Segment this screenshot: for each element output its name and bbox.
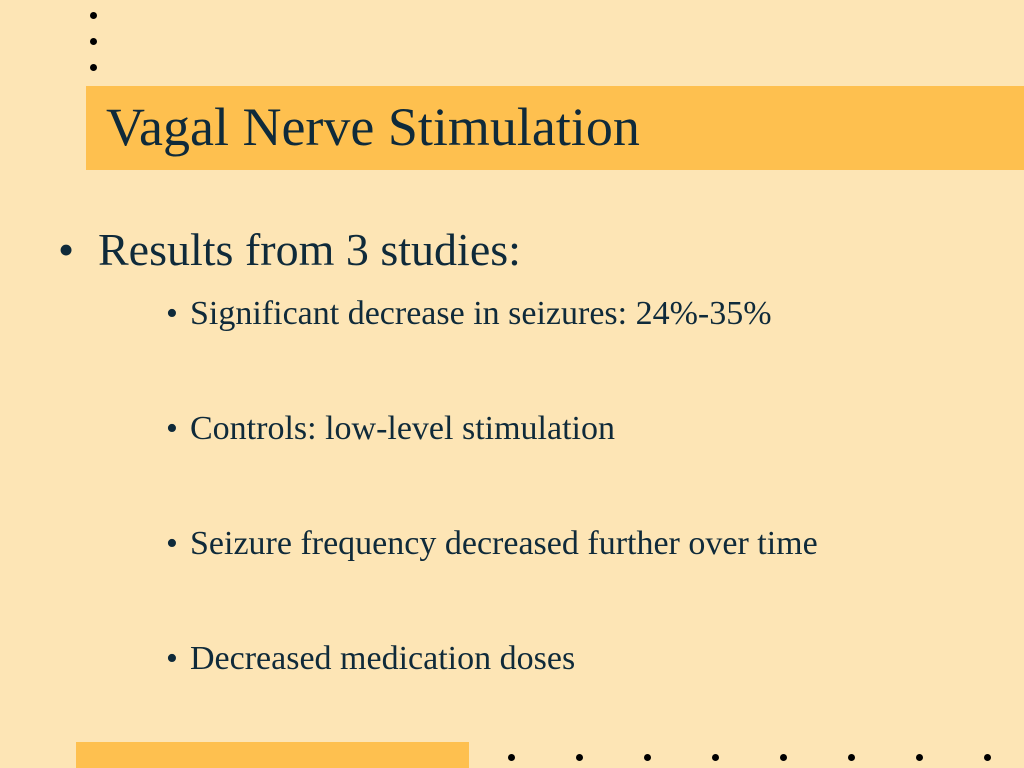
- main-bullet: [58, 222, 521, 277]
- footer-accent-band: [76, 742, 469, 768]
- decorative-vertical-dots: [88, 8, 100, 78]
- bullet-dot: •: [166, 640, 178, 677]
- sub-bullet-text: Seizure frequency decreased further over time: [190, 525, 818, 562]
- main-bullet-text: Results from 3 studies:: [98, 224, 521, 275]
- dot-decoration: [984, 754, 991, 761]
- bullet-dot: •: [166, 295, 178, 332]
- sub-bullet-text: Decreased medication doses: [190, 640, 576, 677]
- dot-decoration: [90, 64, 97, 71]
- dot-decoration: [780, 754, 787, 761]
- dot-decoration: [508, 754, 515, 761]
- dot-decoration: [644, 754, 651, 761]
- bullet-dot: •: [166, 525, 178, 562]
- bullet-dot: •: [58, 224, 75, 275]
- sub-bullet-2: [166, 409, 615, 450]
- dot-decoration: [90, 38, 97, 45]
- sub-bullet-3: [166, 524, 818, 565]
- slide-title: Vagal Nerve Stimulation: [106, 97, 640, 157]
- sub-bullet-text: Significant decrease in seizures: 24%-35%: [190, 295, 772, 332]
- dot-decoration: [848, 754, 855, 761]
- sub-bullet-1: [166, 294, 772, 335]
- dot-decoration: [576, 754, 583, 761]
- bullet-dot: •: [166, 410, 178, 447]
- dot-decoration: [712, 754, 719, 761]
- dot-decoration: [916, 754, 923, 761]
- sub-bullet-text: Controls: low-level stimulation: [190, 410, 615, 447]
- sub-bullet-4: [166, 639, 575, 680]
- decorative-horizontal-dots: [500, 752, 1020, 762]
- dot-decoration: [90, 12, 97, 19]
